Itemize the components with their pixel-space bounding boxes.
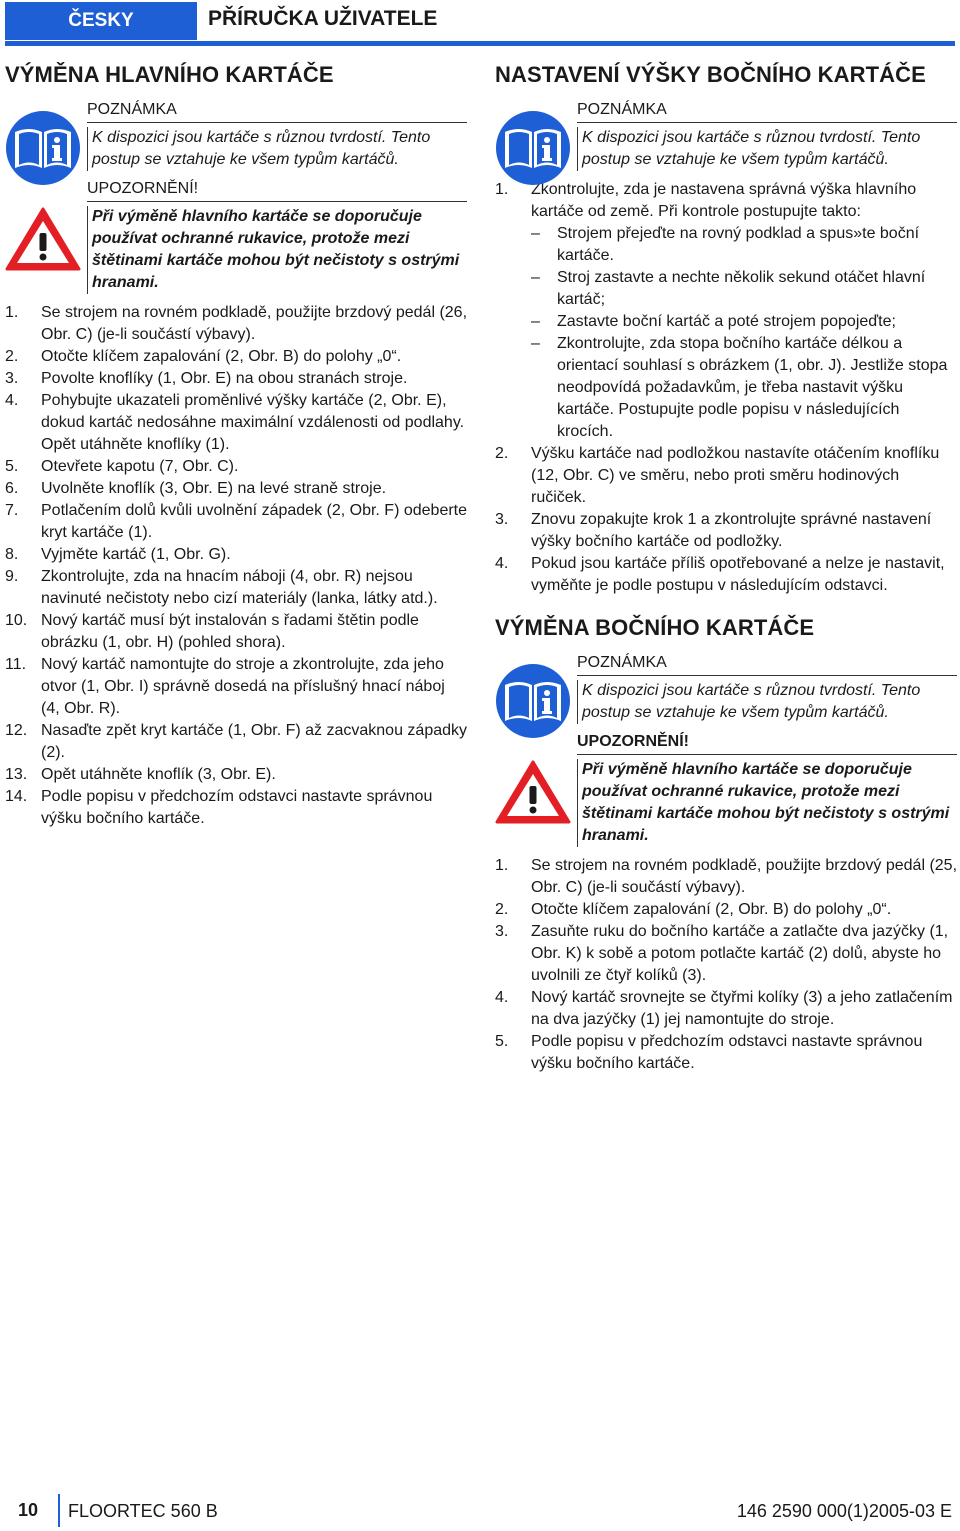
model-name: FLOORTEC 560 B (68, 1501, 218, 1521)
step-number: 6. (5, 480, 19, 497)
step-number: 1. (495, 857, 509, 874)
sub-list-item (531, 267, 957, 311)
step-text-block (41, 368, 467, 390)
step-text-block (41, 654, 467, 720)
step-text: Vyjměte kartáč (1, Obr. G). (41, 546, 231, 563)
step-number: 4. (495, 989, 509, 1006)
step-text: Podle popisu v předchozím odstavci nastavte správnou výšku bočního kartáče. (41, 788, 433, 827)
sub-list-item (531, 311, 957, 333)
step-text: Opět utáhněte knoflík (3, Obr. E). (41, 766, 276, 783)
note-callout (495, 653, 957, 724)
step-text: Zasuňte ruku do bočního kartáče a zatlačte dva jazýčky (1, Obr. K) k sobě a potom potlačte kartáč (2) dolů, abyste ho uvolnili ze čtyř kolíků (3). (531, 923, 949, 984)
step-text-block (531, 1031, 957, 1075)
step-text-block (41, 566, 467, 610)
step-text-block (41, 544, 467, 566)
step-text: Nový kartáč musí být instalován s řadami štětin podle obrázku (1, obr. H) (pohled shora). (41, 612, 419, 651)
sub-list-item (531, 333, 957, 443)
list-item (5, 478, 467, 500)
step-text-block (531, 179, 957, 443)
step-text-block (41, 764, 467, 786)
list-item (495, 553, 957, 597)
step-text: Potlačením dolů kvůli uvolnění západek (2, Obr. F) odeberte kryt kartáče (1). (41, 502, 468, 541)
step-number: 3. (495, 511, 509, 528)
page-number: 10 (18, 1500, 39, 1520)
step-text-block (41, 390, 467, 456)
list-item (5, 346, 467, 368)
warning-title: UPOZORNĚNÍ! (87, 179, 467, 202)
step-text: Nový kartáč namontujte do stroje a zkontrolujte, zda jeho otvor (1, Obr. I) správně dosedá na příslušný hnací náboj (4, Obr. R). (41, 656, 445, 717)
page-footer (0, 1494, 960, 1531)
list-item (495, 855, 957, 899)
step-text: Výšku kartáče nad podložkou nastavíte otáčením knoflíku (12, Obr. C) ve směru, nebo proti směru hodinových ručiček. (531, 445, 940, 506)
footer-divider (58, 1494, 60, 1527)
sub-step-text: Strojem přejeďte na rovný podklad a spus»te boční kartáče. (557, 225, 920, 264)
sub-step-text: Zkontrolujte, zda stopa bočního kartáče délkou a orientací souhlasí s obrázkem (1, obr. J). Jestliže stopa neodpovídá požadavkům, je třeba nastavit výšku kartáče. Postupujte podle popisu v následujících krocích. (557, 335, 948, 440)
list-item (495, 987, 957, 1031)
step-text-block (41, 456, 467, 478)
step-number: 5. (495, 1033, 509, 1050)
step-text-block (41, 786, 467, 830)
step-number: 10. (5, 612, 28, 629)
warning-callout (5, 179, 467, 294)
book-info-icon (495, 110, 571, 186)
step-number: 4. (495, 555, 509, 572)
language-tab: ČESKY (5, 2, 197, 40)
step-text-block (531, 987, 957, 1031)
step-text: Znovu zopakujte krok 1 a zkontrolujte správné nastavení výšky bočního kartáče od podložky. (531, 511, 932, 550)
list-item (495, 899, 957, 921)
main-brush-steps (5, 302, 467, 830)
note-callout (495, 100, 957, 171)
section-heading-main-brush: VÝMĚNA HLAVNÍHO KARTÁČE (5, 62, 334, 87)
step-text: Nasaďte zpět kryt kartáče (1, Obr. F) až zacvaknou západky (2). (41, 722, 468, 761)
step-text-block (41, 478, 467, 500)
note-text: K dispozici jsou kartáče s různou tvrdostí. Tento postup se vztahuje ke všem typům kartáčů. (577, 680, 957, 724)
list-item (495, 1031, 957, 1075)
step-text-block (41, 720, 467, 764)
step-text: Podle popisu v předchozím odstavci nastavte správnou výšku bočního kartáče. (531, 1033, 923, 1072)
list-item (5, 544, 467, 566)
list-item (5, 500, 467, 544)
dash-bullet: – (531, 313, 540, 330)
step-text-block (531, 921, 957, 987)
list-item (5, 456, 467, 478)
step-text: Se strojem na rovném podkladě, použijte brzdový pedál (26, Obr. C) (je-li součástí výbavy). (41, 304, 468, 343)
note-text: K dispozici jsou kartáče s různou tvrdostí. Tento postup se vztahuje ke všem typům kartáčů. (87, 127, 467, 171)
warning-triangle-icon (5, 201, 81, 277)
left-column (5, 62, 467, 830)
step-number: 14. (5, 788, 28, 805)
step-number: 2. (495, 901, 509, 918)
step-text-block (41, 610, 467, 654)
step-text: Se strojem na rovném podkladě, použijte brzdový pedál (25, Obr. C) (je-li součástí výbavy). (531, 857, 958, 896)
step-text: Nový kartáč srovnejte se čtyřmi kolíky (3) a jeho zatlačením na dva jazýčky (1) jej namontujte do stroje. (531, 989, 953, 1028)
warning-text: Při výměně hlavního kartáče se doporučuje používat ochranné rukavice, protože mezi štětinami kartáče mohou být nečistoty s ostrými hranami. (577, 759, 957, 847)
note-callout (5, 100, 467, 171)
list-item (5, 720, 467, 764)
side-brush-height-steps (495, 179, 957, 597)
section-heading-side-brush-replace: VÝMĚNA BOČNÍHO KARTÁČE (495, 615, 815, 640)
step-number: 7. (5, 502, 19, 519)
sub-step-text: Zastavte boční kartáč a poté strojem popojeďte; (557, 313, 896, 330)
step-text-block (41, 302, 467, 346)
dash-bullet: – (531, 269, 540, 286)
step-text: Pokud jsou kartáče příliš opotřebované a nelze je nastavit, vyměňte je podle postupu v následujícím odstavci. (531, 555, 945, 594)
step-number: 3. (5, 370, 19, 387)
step-text: Otevřete kapotu (7, Obr. C). (41, 458, 239, 475)
step-number: 13. (5, 766, 28, 783)
warning-triangle-icon (495, 754, 571, 830)
book-info-icon (495, 663, 571, 739)
step-text: Pohybujte ukazateli proměnlivé výšky kartáče (2, Obr. E), dokud kartáč nedosáhne maximální vzdálenosti od podlahy. Opět utáhněte knoflíky (1). (41, 392, 465, 453)
step-number: 1. (495, 181, 509, 198)
step-number: 5. (5, 458, 19, 475)
manual-title: PŘÍRUČKA UŽIVATELE (208, 7, 438, 30)
document-code: 146 2590 000(1)2005-03 E (736, 1501, 952, 1521)
step-text: Zkontrolujte, zda je nastavena správná výška hlavního kartáče od země. Při kontrole postupujte takto: (531, 181, 917, 220)
list-item (5, 654, 467, 720)
section-heading-side-brush-height: NASTAVENÍ VÝŠKY BOČNÍHO KARTÁČE (495, 62, 926, 87)
step-number: 1. (5, 304, 19, 321)
step-text-block (41, 500, 467, 544)
step-text-block (531, 855, 957, 899)
step-text-block (41, 346, 467, 368)
sub-list (531, 223, 957, 443)
step-number: 2. (495, 445, 509, 462)
note-text: K dispozici jsou kartáče s různou tvrdostí. Tento postup se vztahuje ke všem typům kartáčů. (577, 127, 957, 171)
list-item (495, 179, 957, 443)
step-text: Uvolněte knoflík (3, Obr. E) na levé straně stroje. (41, 480, 387, 497)
step-number: 2. (5, 348, 19, 365)
dash-bullet: – (531, 335, 540, 352)
page-header (0, 0, 960, 48)
warning-title: UPOZORNĚNÍ! (577, 732, 957, 755)
step-text-block (531, 443, 957, 509)
step-text-block (531, 509, 957, 553)
step-text: Otočte klíčem zapalování (2, Obr. B) do polohy „0“. (41, 348, 402, 365)
list-item (5, 390, 467, 456)
step-number: 9. (5, 568, 19, 585)
step-text: Otočte klíčem zapalování (2, Obr. B) do polohy „0“. (531, 901, 892, 918)
header-divider (5, 41, 955, 46)
list-item (495, 443, 957, 509)
list-item (495, 921, 957, 987)
step-number: 3. (495, 923, 509, 940)
step-text: Zkontrolujte, zda na hnacím náboji (4, obr. R) nejsou navinuté nečistoty nebo cizí materiály (lanka, látky atd.). (41, 568, 438, 607)
warning-callout (495, 732, 957, 847)
note-title: POZNÁMKA (577, 100, 957, 123)
list-item (5, 610, 467, 654)
book-info-icon (5, 110, 81, 186)
side-brush-replace-steps (495, 855, 957, 1075)
list-item (5, 368, 467, 390)
warning-text: Při výměně hlavního kartáče se doporučuje používat ochranné rukavice, protože mezi štětinami kartáče mohou být nečistoty s ostrými hranami. (87, 206, 467, 294)
list-item (495, 509, 957, 553)
note-title: POZNÁMKA (577, 653, 957, 676)
sub-list-item (531, 223, 957, 267)
sub-step-text: Stroj zastavte a nechte několik sekund otáčet hlavní kartáč; (557, 269, 926, 308)
list-item (5, 566, 467, 610)
step-number: 12. (5, 722, 28, 739)
list-item (5, 764, 467, 786)
dash-bullet: – (531, 225, 540, 242)
step-text: Povolte knoflíky (1, Obr. E) na obou stranách stroje. (41, 370, 408, 387)
note-title: POZNÁMKA (87, 100, 467, 123)
list-item (5, 302, 467, 346)
step-number: 8. (5, 546, 19, 563)
step-number: 4. (5, 392, 19, 409)
list-item (5, 786, 467, 830)
step-number: 11. (5, 656, 27, 673)
step-text-block (531, 899, 957, 921)
step-text-block (531, 553, 957, 597)
right-column (495, 62, 957, 1075)
